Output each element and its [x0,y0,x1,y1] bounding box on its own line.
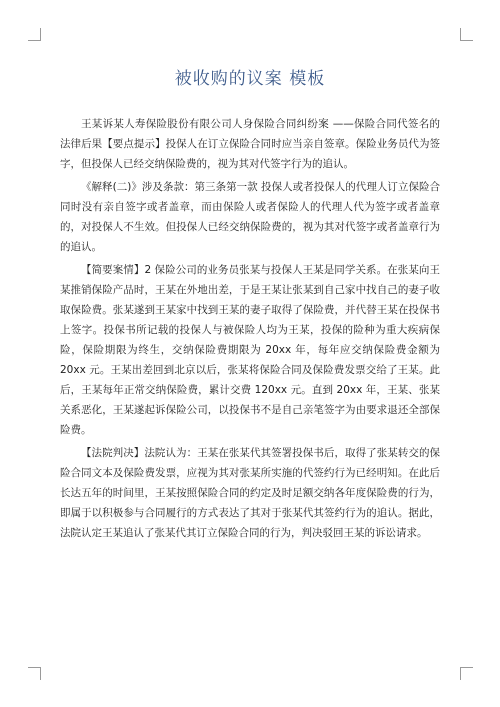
crop-mark-top-left [28,28,41,41]
paragraph-case-facts: 【简要案情】2 保险公司的业务员张某与投保人王某是同学关系。在张某向王某推销保险产品时，王某在外地出差，于是王某让张某到自己家中找自己的妻子收取保险费。张某遂到王某家中找到王某的妻子取得了保险费，并代替王某在投保书上签字。投保书所记载的投保人与被保险人均为王某，投保的险种为重大疾病保险，保险期限为终生，交纳保险费期限为 20xx 年，每年应交纳保险费金额为 20xx 元。王某出差回到北京以后，张某将保险合同及保险费发票交给了王某。此后，王某每年正常交纳保险费，累计交费 120xx 元。直到 20xx 年，王某、张某关系恶化，王某遂起诉保险公司，以投保书不是自己亲笔签字为由要求退还全部保险费。 [60,264,440,436]
crop-mark-bottom-left [28,667,41,680]
crop-mark-top-right [460,28,473,41]
paragraph-court-judgment: 【法院判决】法院认为：王某在张某代其签署投保书后，取得了张某转交的保险合同文本及保险费发票，应视为其对张某所实施的代签约行为已经明知。在此后长达五年的时间里，王某按照保险合同的约定及时足额交纳各年度保险费的行为，即属于以积极参与合同履行的方式表达了其对于张某代其签约行为的追认。据此，法院认定王某追认了张某代其订立保险合同的行为，判决驳回王某的诉讼请求。 [60,447,440,539]
document-body [60,114,440,546]
crop-mark-bottom-right [460,667,473,680]
paragraph-interpretation: 《解释(二)》涉及条款：第三条第一款 投保人或者投保人的代理人订立保险合同时没有亲自签字或者盖章，而由保险人或者保险人的代理人代为签字或者盖章的，对投保人不生效。但投保人已经交纳保险费的，视为其对代签字或者盖章行为的追认。 [60,181,440,253]
paragraph-case-summary: 王某诉某人寿保险股份有限公司人身保险合同纠纷案 ——保险合同代签名的法律后果【要点提示】投保人在订立保险合同时应当亲自签章。保险业务员代为签字，但投保人已经交纳保险费的，视为其对代签字行为的追认。 [60,118,440,170]
document-title: 被收购的议案 模板 [174,69,326,89]
